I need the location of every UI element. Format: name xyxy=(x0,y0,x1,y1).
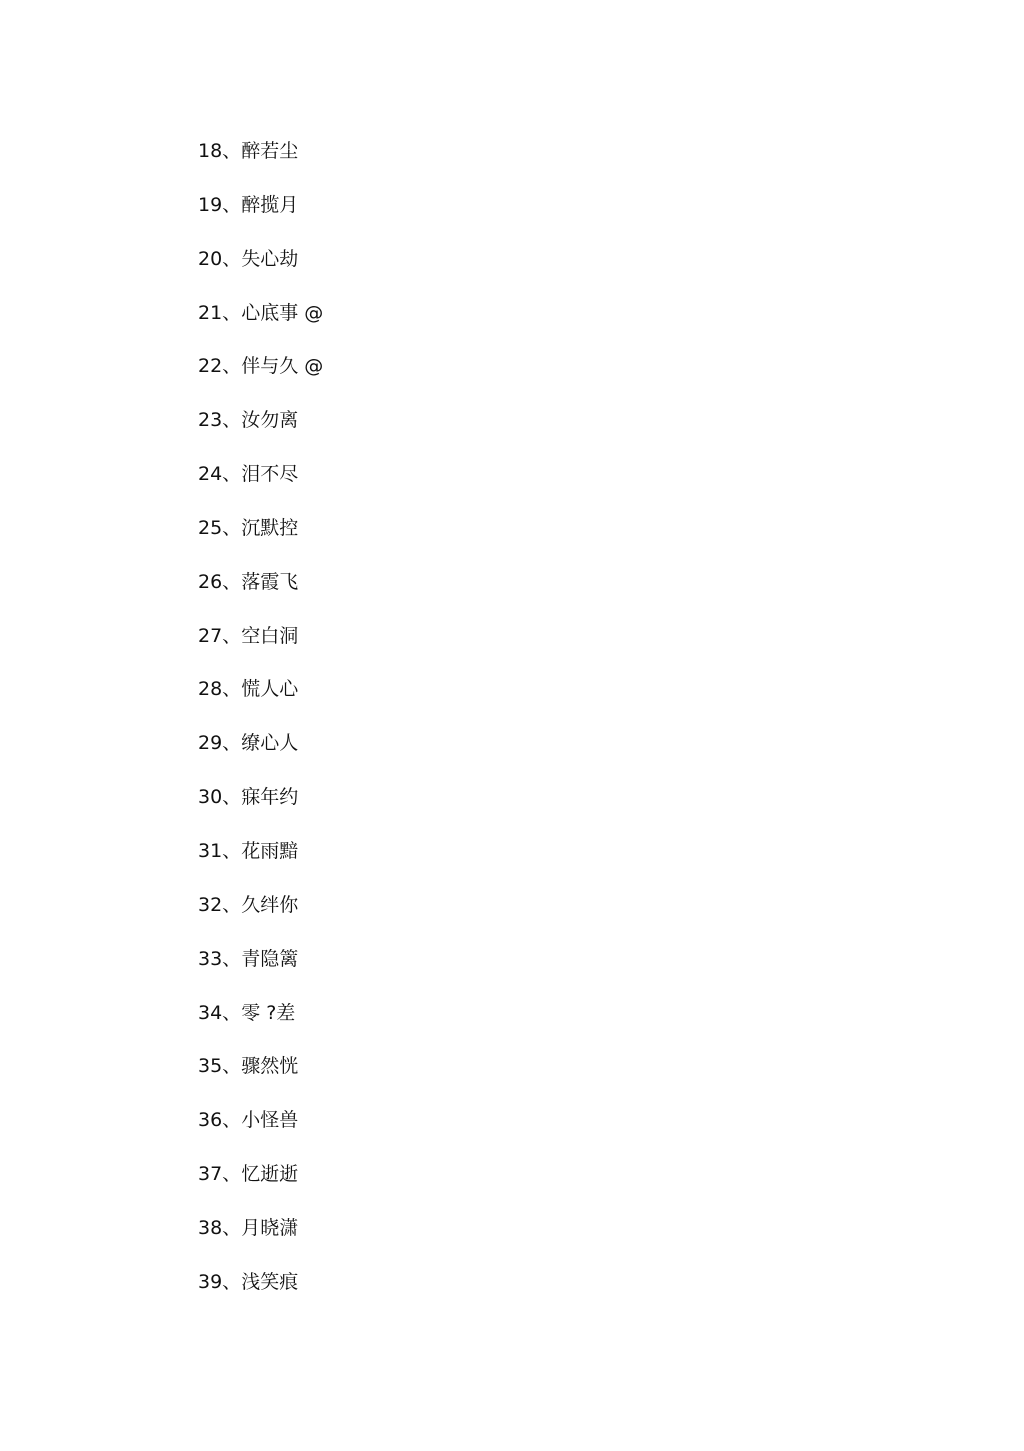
item-text: 寐年约 xyxy=(241,786,299,809)
item-text: 空白洞 xyxy=(241,624,299,647)
list-item xyxy=(198,244,323,298)
item-text: 伴与久 @ xyxy=(241,355,324,378)
item-text: 落霞飞 xyxy=(241,570,299,593)
list-item xyxy=(198,1213,323,1267)
list-item xyxy=(198,1051,323,1105)
item-number: 19、 xyxy=(198,193,242,216)
item-number: 21、 xyxy=(198,301,242,324)
list-item xyxy=(198,513,323,567)
item-text: 沉默控 xyxy=(241,516,299,539)
list-item xyxy=(198,1159,323,1213)
item-number: 25、 xyxy=(198,516,242,539)
item-text: 浅笑痕 xyxy=(241,1270,299,1293)
list-item xyxy=(198,836,323,890)
item-number: 20、 xyxy=(198,247,242,270)
item-number: 29、 xyxy=(198,732,242,755)
item-text: 忆逝逝 xyxy=(241,1163,299,1186)
list-item xyxy=(198,459,323,513)
item-number: 30、 xyxy=(198,786,242,809)
item-number: 26、 xyxy=(198,570,242,593)
list-item xyxy=(198,567,323,621)
item-number: 28、 xyxy=(198,678,242,701)
item-number: 22、 xyxy=(198,355,242,378)
item-text: 汝勿离 xyxy=(241,409,299,432)
item-number: 33、 xyxy=(198,947,242,970)
nickname-list xyxy=(198,136,323,1321)
item-text: 醉若尘 xyxy=(241,140,299,162)
item-text: 缭心人 xyxy=(241,732,299,755)
item-text: 花雨黯 xyxy=(241,839,299,862)
item-text: 久绊你 xyxy=(241,893,299,916)
item-number: 36、 xyxy=(198,1109,242,1132)
item-text: 骤然恍 xyxy=(241,1055,299,1078)
item-number: 31、 xyxy=(198,839,242,862)
item-text: 小怪兽 xyxy=(241,1109,299,1132)
item-text: 慌人心 xyxy=(241,678,299,701)
item-text: 心底事 @ xyxy=(241,301,324,324)
list-item xyxy=(198,998,323,1052)
list-item xyxy=(198,621,323,675)
list-item xyxy=(198,728,323,782)
list-item xyxy=(198,190,323,244)
item-number: 35、 xyxy=(198,1055,242,1078)
item-number: 34、 xyxy=(198,1001,242,1024)
item-number: 24、 xyxy=(198,463,242,486)
item-number: 27、 xyxy=(198,624,242,647)
list-item xyxy=(198,782,323,836)
item-number: 23、 xyxy=(198,409,242,432)
list-item xyxy=(198,944,323,998)
list-item xyxy=(198,890,323,944)
item-text: 月晓潇 xyxy=(241,1216,299,1239)
item-number: 38、 xyxy=(198,1216,242,1239)
item-text: 泪不尽 xyxy=(241,463,299,486)
list-item xyxy=(198,298,323,352)
list-item xyxy=(198,1105,323,1159)
item-number: 37、 xyxy=(198,1163,242,1186)
item-text: 失心劫 xyxy=(241,247,299,270)
item-text: 零 ?差 xyxy=(241,1001,296,1024)
item-text: 醉揽月 xyxy=(241,193,299,216)
list-item xyxy=(198,674,323,728)
item-number: 39、 xyxy=(198,1270,242,1293)
item-number: 18、 xyxy=(198,140,242,162)
item-text: 青隐篱 xyxy=(241,947,299,970)
list-item xyxy=(198,136,323,190)
list-item xyxy=(198,405,323,459)
item-number: 32、 xyxy=(198,893,242,916)
list-item xyxy=(198,1267,323,1321)
list-item xyxy=(198,351,323,405)
